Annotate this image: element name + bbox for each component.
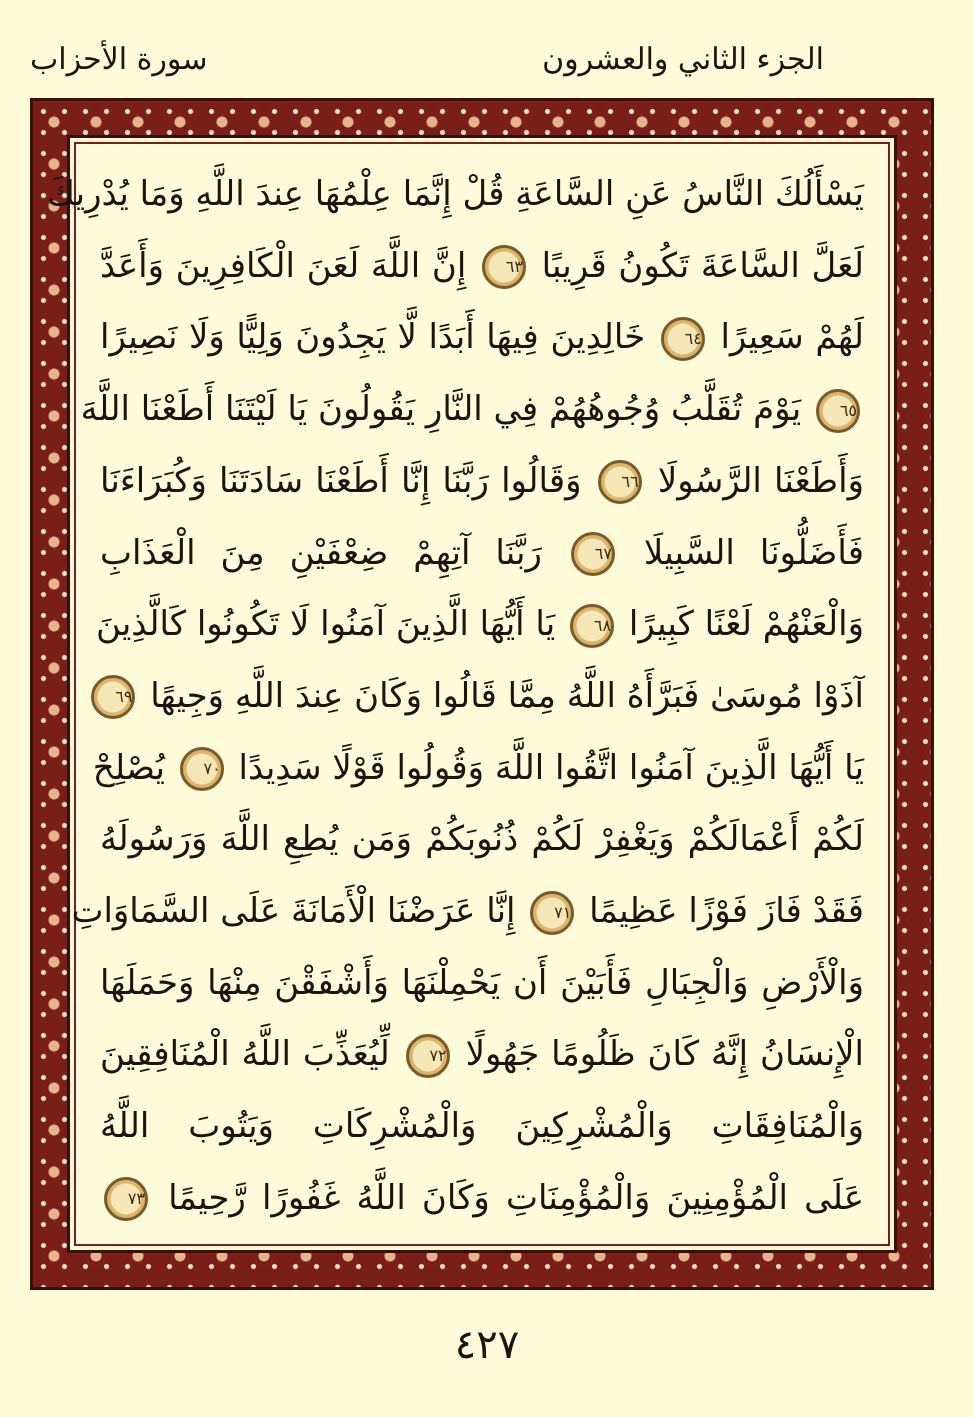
ayah-marker: ٦٩ [91, 675, 135, 719]
verse-text [46, 166, 865, 1226]
ayah-marker: ٧١ [530, 891, 574, 935]
text-line: لَعَلَّ السَّاعَةَ تَكُونُ قَرِيبًا ٦٣ إِنَّ اللَّهَ لَعَنَ الْكَافِرِينَ وَأَعَدَّ [100, 238, 864, 294]
text-line: وَالْعَنْهُمْ لَعْنًا كَبِيرًا ٦٨ يَا أَيُّهَا الَّذِينَ آمَنُوا لَا تَكُونُوا كَالَّذِينَ [100, 596, 864, 652]
text-line: لَهُمْ سَعِيرًا ٦٤ خَالِدِينَ فِيهَا أَبَدًا لَّا يَجِدُونَ وَلِيًّا وَلَا نَصِيرًا [100, 309, 864, 365]
text-panel [46, 135, 897, 1253]
ayah-marker: ٦٣ [482, 245, 526, 289]
ornamental-border [30, 98, 934, 1290]
ayah-marker: ٧٣ [104, 1177, 148, 1221]
text-line: وَأَطَعْنَا الرَّسُولَا ٦٦ وَقَالُوا رَبَّنَا إِنَّا أَطَعْنَا سَادَتَنَا وَكُبَرَاءَنَا [100, 453, 864, 509]
text-line: وَالْأَرْضِ وَالْجِبَالِ فَأَبَيْنَ أَن يَحْمِلْنَهَا وَأَشْفَقْنَ مِنْهَا وَحَمَلَهَا [100, 962, 864, 1003]
text-line: ٦٥ يَوْمَ تُقَلَّبُ وُجُوهُهُمْ فِي النَّارِ يَقُولُونَ يَا لَيْتَنَا أَطَعْنَا اللَّهَ [100, 381, 864, 437]
text-line: فَأَضَلُّونَا السَّبِيلَا ٦٧ رَبَّنَا آتِهِمْ ضِعْفَيْنِ مِنَ الْعَذَابِ [100, 525, 864, 581]
text-line: فَقَدْ فَازَ فَوْزًا عَظِيمًا ٧١ إِنَّا عَرَضْنَا الْأَمَانَةَ عَلَى السَّمَاوَاتِ [100, 883, 864, 939]
ayah-marker: ٧٢ [406, 1034, 450, 1078]
ayah-marker: ٦٤ [661, 317, 705, 361]
juz-title: الجزء الثاني والعشرون [542, 42, 824, 77]
text-line: لَكُمْ أَعْمَالَكُمْ وَيَغْفِرْ لَكُمْ ذُنُوبَكُمْ وَمَن يُطِعِ اللَّهَ وَرَسُولَهُ [100, 819, 864, 860]
ayah-marker: ٦٨ [570, 604, 614, 648]
ayah-marker: ٦٦ [598, 460, 642, 504]
page-header [0, 42, 974, 92]
text-line: وَالْمُنَافِقَاتِ وَالْمُشْرِكِينَ وَالْمُشْرِكَاتِ وَيَتُوبَ اللَّهُ [100, 1106, 864, 1147]
surah-title: سورة الأحزاب [30, 42, 208, 77]
text-line: الْإِنسَانُ إِنَّهُ كَانَ ظَلُومًا جَهُولًا ٧٢ لِّيُعَذِّبَ اللَّهُ الْمُنَافِقِينَ [100, 1026, 864, 1082]
ayah-marker: ٦٧ [571, 532, 615, 576]
page-number: ٤٢٧ [454, 1322, 520, 1368]
text-line: عَلَى الْمُؤْمِنِينَ وَالْمُؤْمِنَاتِ وَكَانَ اللَّهُ غَفُورًا رَّحِيمًا ٧٣ [100, 1170, 864, 1226]
text-line: آذَوْا مُوسَىٰ فَبَرَّأَهُ اللَّهُ مِمَّا قَالُوا وَكَانَ عِندَ اللَّهِ وَجِيهًا ٦٩ [100, 668, 864, 724]
ayah-marker: ٧٠ [180, 747, 224, 791]
text-line: يَا أَيُّهَا الَّذِينَ آمَنُوا اتَّقُوا اللَّهَ وَقُولُوا قَوْلًا سَدِيدًا ٧٠ يُصْلِحْ [100, 740, 864, 796]
ayah-marker: ٦٥ [816, 389, 860, 433]
text-line: يَسْأَلُكَ النَّاسُ عَنِ السَّاعَةِ قُلْ إِنَّمَا عِلْمُهَا عِندَ اللَّهِ وَمَا يُدْرِيكَ [46, 174, 864, 214]
